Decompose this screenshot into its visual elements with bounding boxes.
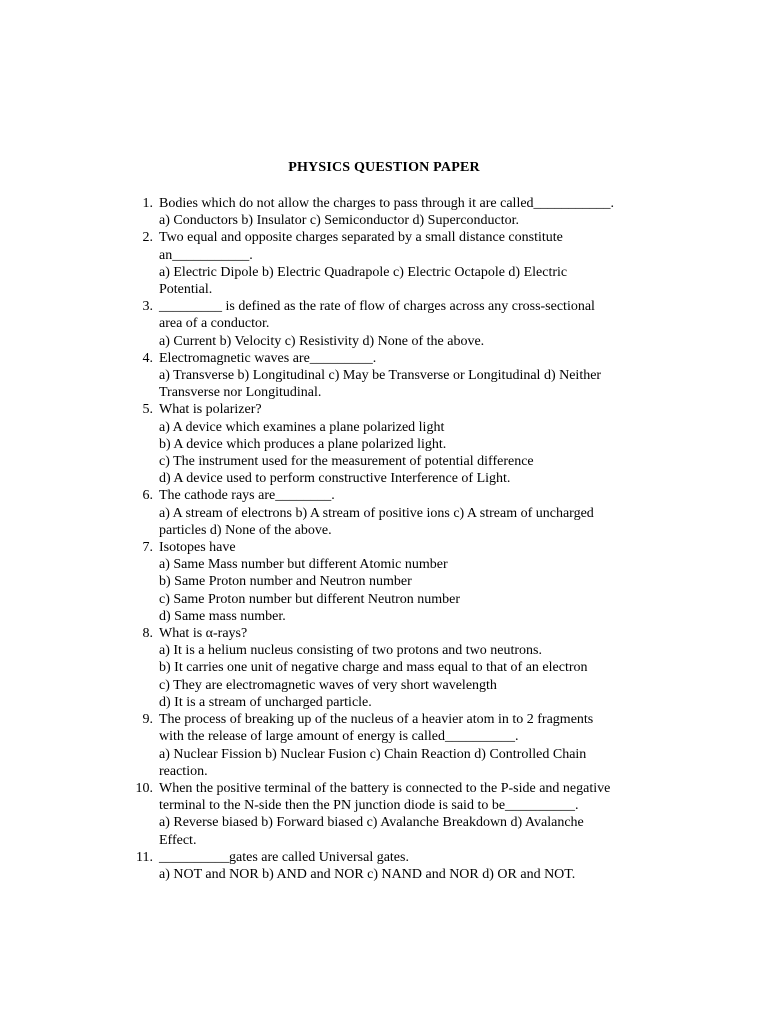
question-number: 10. xyxy=(135,780,153,796)
question-line: c) They are electromagnetic waves of very short wavelength xyxy=(159,677,497,693)
question-line: c) The instrument used for the measurement of potential difference xyxy=(159,454,534,470)
question-line: particles d) None of the above. xyxy=(159,522,332,538)
question-number: 4. xyxy=(142,350,153,366)
question-item xyxy=(0,401,659,487)
question-line: reaction. xyxy=(159,763,208,779)
question-item xyxy=(0,780,659,849)
question-number: 11. xyxy=(136,849,153,865)
question-item xyxy=(0,711,659,780)
question-text: Bodies which do not allow the charges to pass through it are called___________. xyxy=(159,196,615,211)
question-line: b) It carries one unit of negative charge and mass equal to that of an electron xyxy=(159,660,588,676)
question-item xyxy=(0,625,659,711)
question-line: with the release of large amount of energy is called__________. xyxy=(159,729,519,745)
question-item xyxy=(0,350,659,402)
question-text: What is polarizer? xyxy=(159,402,262,418)
question-list xyxy=(0,195,768,883)
question-line: a) A stream of electrons b) A stream of positive ions c) A stream of uncharged xyxy=(159,505,594,521)
question-line: a) Conductors b) Insulator c) Semiconductor d) Superconductor. xyxy=(159,213,520,229)
question-item xyxy=(0,539,659,625)
question-line: a) Nuclear Fission b) Nuclear Fusion c) Chain Reaction d) Controlled Chain xyxy=(159,746,587,762)
question-text: Electromagnetic waves are_________. xyxy=(159,350,377,366)
question-text: What is α-rays? xyxy=(159,626,248,642)
question-item xyxy=(0,195,659,229)
question-number: 7. xyxy=(142,540,153,556)
question-number: 6. xyxy=(142,488,153,504)
question-line: c) Same Proton number but different Neutron number xyxy=(159,591,461,607)
question-line: a) Electric Dipole b) Electric Quadrapole c) Electric Octapole d) Electric xyxy=(159,264,568,280)
question-line: d) Same mass number. xyxy=(159,608,286,624)
question-line: area of a conductor. xyxy=(159,316,270,332)
question-line: Potential. xyxy=(159,282,213,298)
question-item xyxy=(0,487,659,539)
question-number: 3. xyxy=(142,299,153,315)
question-line: Transverse nor Longitudinal. xyxy=(159,385,322,401)
question-line: Effect. xyxy=(159,832,197,848)
question-line: a) A device which examines a plane polarized light xyxy=(159,419,445,435)
question-text: The cathode rays are________. xyxy=(159,488,335,504)
question-line: a) Current b) Velocity c) Resistivity d) None of the above. xyxy=(159,333,485,349)
question-number: 1. xyxy=(142,196,153,211)
question-number: 8. xyxy=(142,626,153,642)
question-number: 9. xyxy=(142,712,153,728)
question-text: The process of breaking up of the nucleus of a heavier atom in to 2 fragments xyxy=(159,712,594,728)
question-line: d) It is a stream of uncharged particle. xyxy=(159,694,372,710)
question-line: a) Reverse biased b) Forward biased c) Avalanche Breakdown d) Avalanche xyxy=(159,815,584,831)
question-item xyxy=(0,229,659,298)
question-item xyxy=(0,298,659,350)
question-number: 5. xyxy=(142,402,153,418)
question-line: a) It is a helium nucleus consisting of two protons and two neutrons. xyxy=(159,643,542,659)
question-line: a) Transverse b) Longitudinal c) May be Transverse or Longitudinal d) Neither xyxy=(159,368,602,384)
question-line: b) A device which produces a plane polarized light. xyxy=(159,436,447,452)
question-line: b) Same Proton number and Neutron number xyxy=(159,574,412,590)
question-line: d) A device used to perform constructive Interference of Light. xyxy=(159,471,511,487)
question-line: terminal to the N-side then the PN junction diode is said to be__________. xyxy=(159,798,579,814)
question-line: a) Same Mass number but different Atomic number xyxy=(159,557,448,573)
question-item xyxy=(0,849,659,883)
question-line: an___________. xyxy=(159,247,253,263)
question-text: When the positive terminal of the battery is connected to the P-side and negative xyxy=(159,780,611,796)
page-title: PHYSICS QUESTION PAPER xyxy=(288,160,480,175)
question-text: Two equal and opposite charges separated by a small distance constitute xyxy=(159,230,563,246)
question-number: 2. xyxy=(142,230,153,246)
question-text: _________ is defined as the rate of flow of charges across any cross-sectional xyxy=(159,299,595,315)
question-text: __________gates are called Universal gates. xyxy=(159,849,409,865)
question-text: Isotopes have xyxy=(159,540,236,556)
question-line: a) NOT and NOR b) AND and NOR c) NAND and NOR d) OR and NOT. xyxy=(159,866,576,882)
